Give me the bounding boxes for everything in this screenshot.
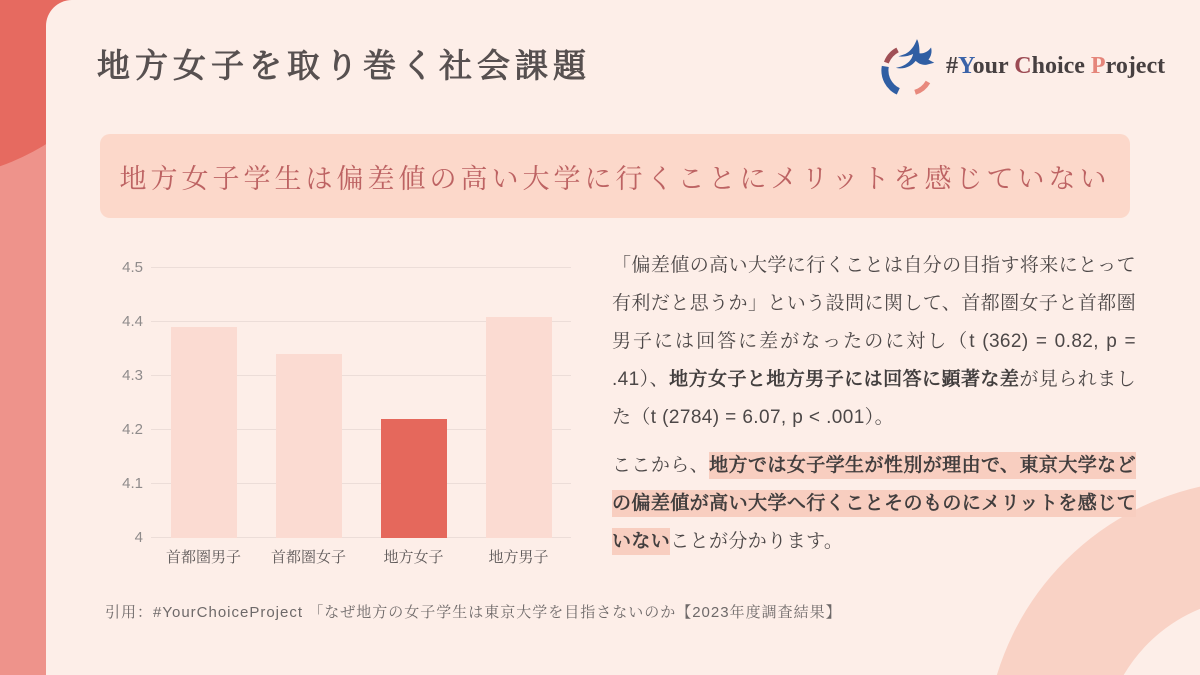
analysis-text bbox=[612, 247, 1136, 561]
logo-text: #Your Choice Project bbox=[946, 52, 1166, 79]
dove-icon bbox=[876, 34, 940, 98]
headline-text: 地方女子学生は偏差値の高い大学に行くことにメリットを感じていない bbox=[119, 163, 1111, 194]
citation: 引用：#YourChoiceProject 「なぜ地方の女子学生は東京大学を目指さないのか【2023年度調査結果】 bbox=[105, 604, 842, 621]
analysis-paragraph-2: ここから、地方では女子学生が性別が理由で、東京大学などの偏差値が高い大学へ行くことそのものにメリットを感じていないことが分かります。 bbox=[612, 447, 1136, 561]
category-label: 地方男子 bbox=[488, 549, 549, 566]
bar-地方男子 bbox=[486, 317, 552, 538]
headline-banner bbox=[100, 134, 1130, 218]
y-tick-label: 4.2 bbox=[122, 421, 143, 438]
category-label: 首都圏女子 bbox=[270, 549, 346, 566]
y-tick-label: 4.3 bbox=[122, 367, 143, 384]
bar-chart bbox=[105, 255, 585, 585]
bar-首都圏男子 bbox=[171, 327, 237, 538]
analysis-paragraph-1: 「偏差値の高い大学に行くことは自分の目指す将来にとって有利だと思うか」という設問に関して、首都圏女子と首都圏男子には回答に差がなったのに対し（t (362) = 0.82, p = .41）、地方女子と地方男子には回答に顕著な差が見られました（t (2784) = 6.07, p < .001）。 bbox=[612, 255, 1136, 428]
y-tick-label: 4.5 bbox=[122, 259, 143, 276]
bar-首都圏女子 bbox=[276, 354, 342, 538]
y-tick-label: 4 bbox=[134, 529, 143, 546]
chart-x-labels bbox=[151, 546, 571, 567]
chart-y-axis bbox=[105, 259, 143, 546]
category-label: 首都圏男子 bbox=[165, 549, 241, 566]
y-tick-label: 4.1 bbox=[122, 475, 143, 492]
content-panel bbox=[46, 0, 1200, 675]
y-tick-label: 4.4 bbox=[122, 313, 143, 330]
chart-plot bbox=[151, 268, 571, 538]
logo bbox=[876, 34, 1165, 98]
category-label: 地方女子 bbox=[383, 549, 444, 566]
page-title: 地方女子を取り巻く社会課題 bbox=[97, 49, 591, 85]
bar-地方女子 bbox=[381, 419, 447, 538]
